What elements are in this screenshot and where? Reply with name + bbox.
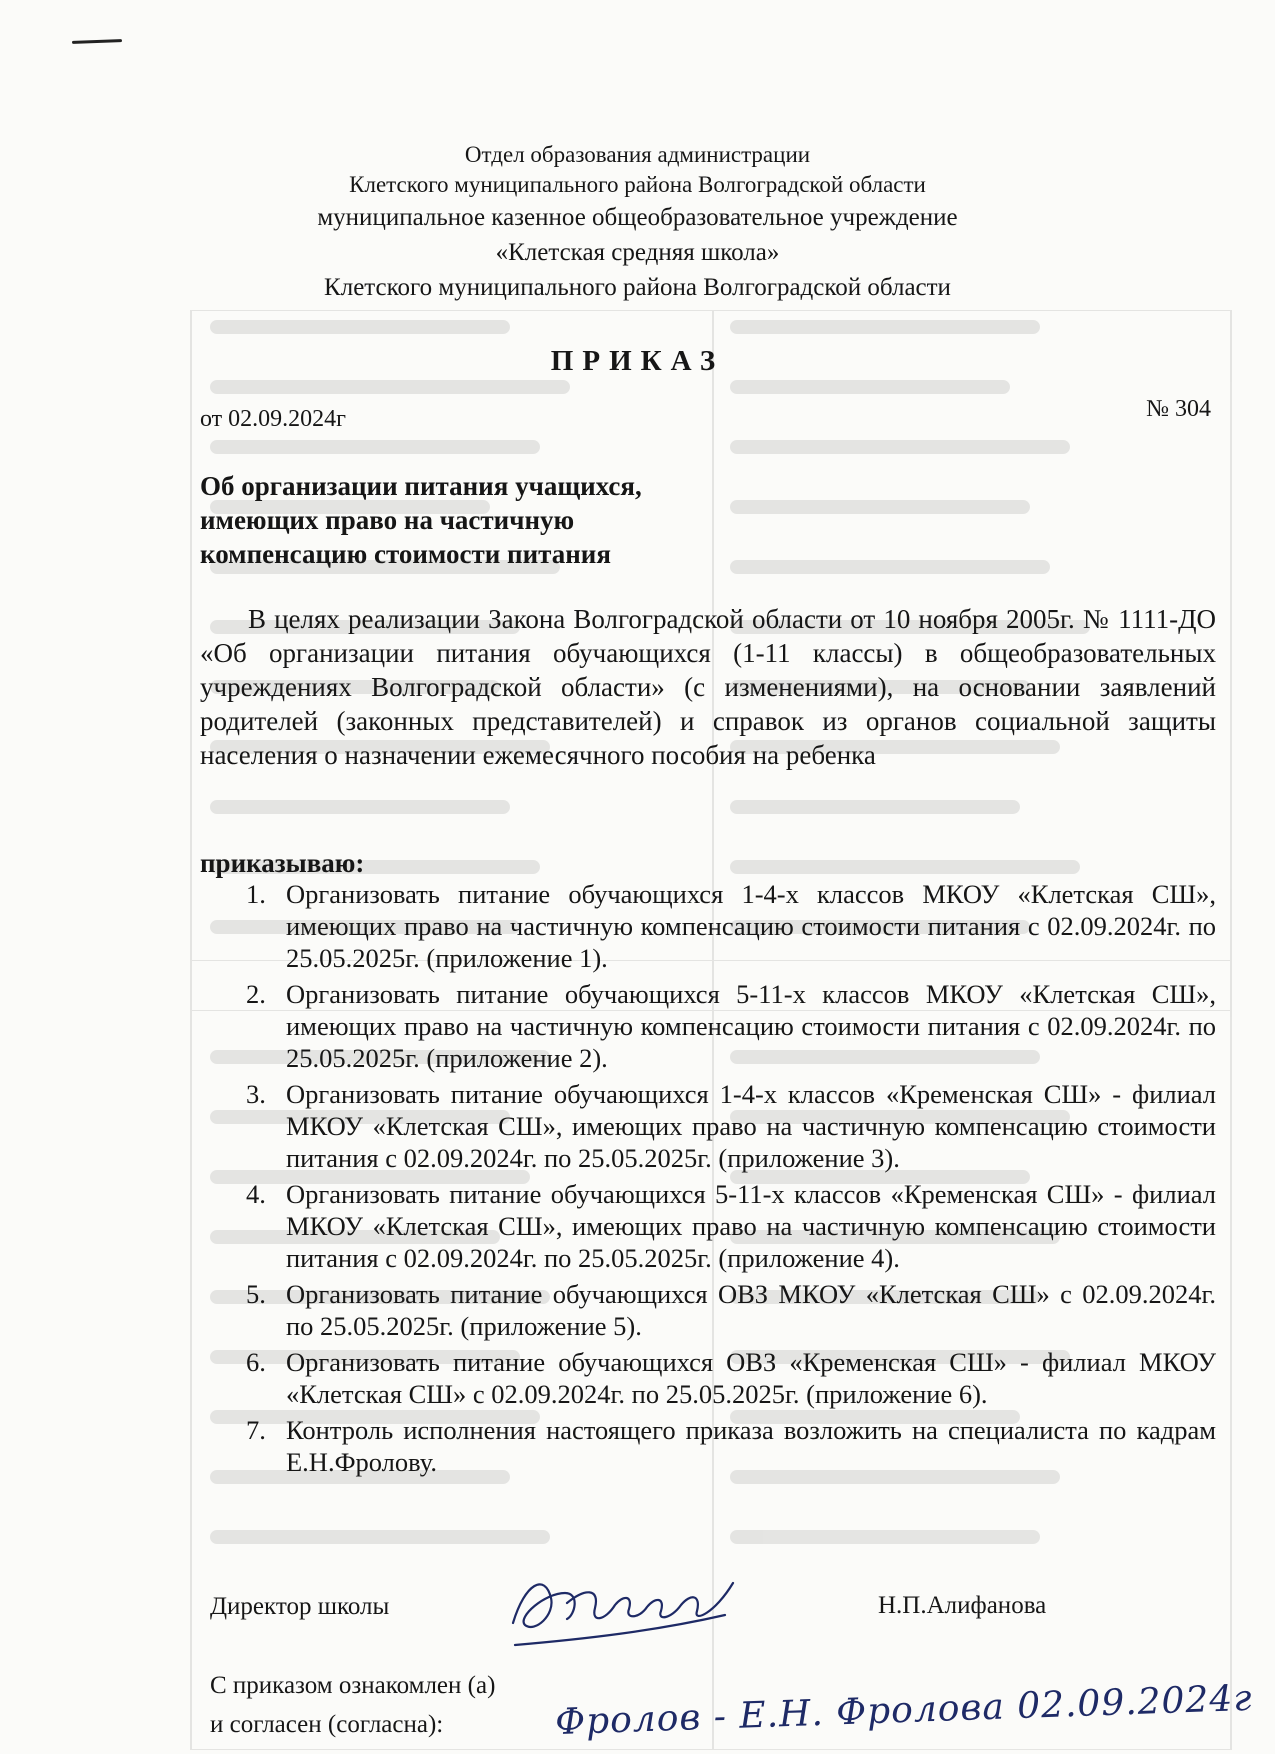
signatory-role: Директор школы [210, 1593, 390, 1620]
header-line-1: Отдел образования администрации [464, 142, 811, 167]
item-number: 1. [246, 879, 266, 909]
header-line-2: Клетского муниципального района Волгоградской области [349, 172, 926, 197]
item-text: Организовать питание обучающихся 5-11-х классов «Кременская СШ» - филиал МКОУ «Клетская СШ», имеющих право на частичную компенсацию стоимости питания с 02.09.2024г. по 25.05.2025г. (приложение 4). [286, 1179, 1216, 1273]
order-item [200, 1078, 1216, 1174]
item-text: Организовать питание обучающихся 1-4-х классов «Кременская СШ» - филиал МКОУ «Клетская СШ», имеющих право на частичную компенсацию стоимости питания с 02.09.2024г. по 25.05.2025г. (приложение 3). [286, 1079, 1216, 1173]
order-subject [200, 469, 642, 571]
header-line-4: «Клетская средняя школа» [495, 239, 780, 266]
document-title: ПРИКАЗ [550, 345, 725, 377]
organization-header [0, 140, 1275, 305]
handwritten-acknowledgement: Фролов - Е.Н. Фролова 02.09.2024г [554, 1677, 1254, 1744]
order-item [200, 1346, 1216, 1410]
director-signature [505, 1553, 765, 1663]
acknowledgement-line-2: и согласен (согласна): [210, 1711, 444, 1738]
item-number: 7. [246, 1415, 266, 1445]
item-text: Организовать питание обучающихся 5-11-х классов МКОУ «Клетская СШ», имеющих право на частичную компенсацию стоимости питания с 02.09.2024г. по 25.05.2025г. (приложение 2). [286, 979, 1216, 1073]
subject-line-1: Об организации питания учащихся, [200, 471, 642, 501]
item-number: 6. [246, 1347, 266, 1377]
item-number: 2. [246, 979, 266, 1009]
order-items-list [200, 878, 1216, 1482]
preamble-paragraph: В целях реализации Закона Волгоградской области от 10 ноября 2005г. № 1111-ДО «Об организации питания обучающихся (1-11 классы) в общеобразовательных учреждениях Волгоградской области» (с изменениями), на основании заявлений родителей (законных представителей) и справок из органов социальной защиты населения о назначении ежемесячного пособия на ребенка [200, 604, 1216, 770]
item-text: Контроль исполнения настоящего приказа возложить на специалиста по кадрам Е.Н.Фролову. [286, 1415, 1216, 1477]
order-item [200, 1414, 1216, 1478]
header-line-3: муниципальное казенное общеобразовательное учреждение [317, 204, 958, 231]
order-word: приказываю: [200, 848, 365, 878]
subject-line-2: имеющих право на частичную [200, 505, 575, 535]
order-item [200, 1278, 1216, 1342]
order-item [200, 1178, 1216, 1274]
item-text: Организовать питание обучающихся ОВЗ «Кременская СШ» - филиал МКОУ «Клетская СШ» с 02.09.2024г. по 25.05.2025г. (приложение 6). [286, 1347, 1216, 1409]
header-line-5: Клетского муниципального района Волгоградской области [324, 274, 951, 301]
scan-mark [72, 39, 122, 44]
order-item [200, 878, 1216, 974]
order-date: от 02.09.2024г [200, 406, 347, 432]
subject-line-3: компенсацию стоимости питания [200, 539, 611, 569]
signatory-name: Н.П.Алифанова [878, 1592, 1047, 1619]
item-number: 4. [246, 1179, 266, 1209]
item-text: Организовать питание обучающихся 1-4-х классов МКОУ «Клетская СШ», имеющих право на частичную компенсацию стоимости питания с 02.09.2024г. по 25.05.2025г. (приложение 1). [286, 879, 1216, 973]
acknowledgement-line-1: С приказом ознакомлен (а) [210, 1672, 496, 1699]
item-number: 5. [246, 1279, 266, 1309]
order-item [200, 978, 1216, 1074]
item-number: 3. [246, 1079, 266, 1109]
item-text: Организовать питание обучающихся ОВЗ МКОУ «Клетская СШ» с 02.09.2024г. по 25.05.2025г. (приложение 5). [286, 1279, 1216, 1341]
order-number: № 304 [1146, 396, 1211, 422]
